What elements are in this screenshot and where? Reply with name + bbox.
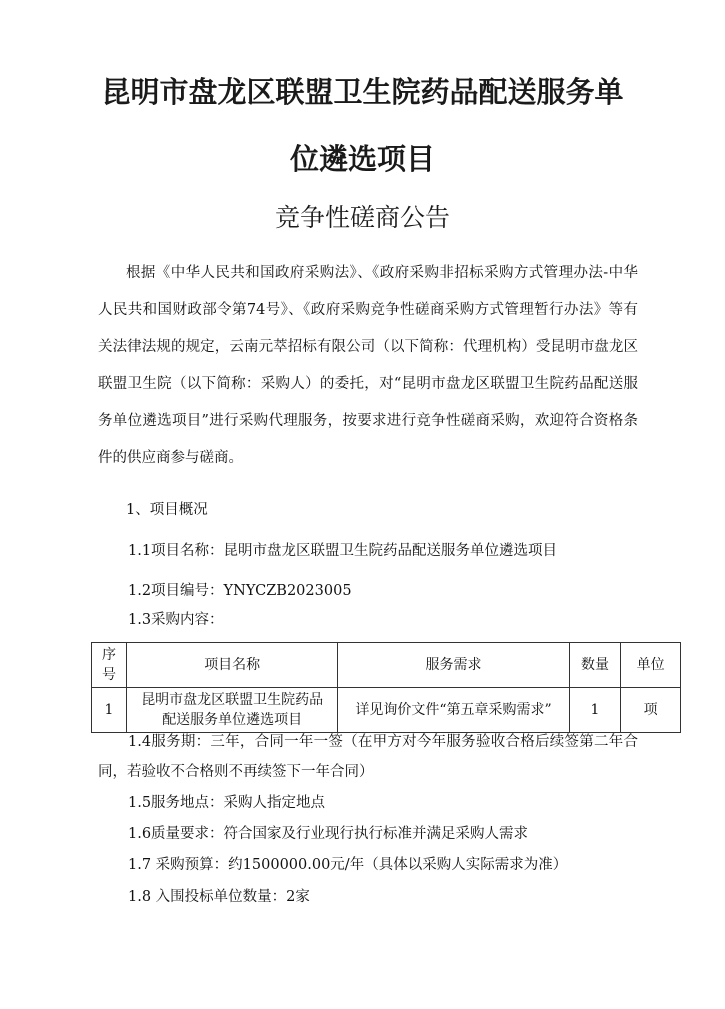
procurement-content-line: 1.3采购内容： (128, 612, 224, 628)
service-location-line: 1.5服务地点：采购人指定地点 (128, 795, 326, 811)
section-heading: 1、项目概况 (126, 502, 208, 518)
shortlisted-count-line: 1.8 入围投标单位数量：2家 (128, 889, 310, 905)
document-subtitle: 竞争性磋商公告 (274, 203, 450, 232)
table-header-row (92, 643, 681, 688)
budget-line: 1.7 采购预算：约1500000.00元/年（具体以采购人实际需求为准） (128, 857, 568, 873)
header-service-requirement: 服务需求 (338, 643, 569, 688)
procurement-table (91, 642, 681, 733)
project-name-line: 1.1项目名称：昆明市盘龙区联盟卫生院药品配送服务单位遴选项目 (128, 543, 558, 559)
cell-project-name: 昆明市盘龙区联盟卫生院药品配送服务单位遴选项目 (127, 688, 338, 733)
project-number-line: 1.2项目编号：YNYCZB2023005 (128, 583, 352, 599)
intro-paragraph: 根据《中华人民共和国政府采购法》、《政府采购非招标采购方式管理办法-中华人民共和国财政部令第74号》、《政府采购竞争性磋商采购方式管理暂行办法》等有关法律法规的规定，云南元萃招标有限公司（以下简称：代理机构）受昆明市盘龙区联盟卫生院（以下简称：采购人）的委托，对“昆明市盘龙区联盟卫生院药品配送服务单位遴选项目”进行采购代理服务，按要求进行竞争性磋商采购，欢迎符合资格条件的供应商参与磋商。 (98, 265, 638, 466)
header-index: 序号 (92, 643, 127, 688)
cell-unit: 项 (621, 688, 681, 733)
quality-requirement-line: 1.6质量要求：符合国家及行业现行执行标准并满足采购人需求 (128, 826, 529, 842)
cell-quantity: 1 (569, 688, 621, 733)
cell-service-requirement: 详见询价文件“第五章采购需求” (338, 688, 569, 733)
service-period-paragraph: 1.4服务期：三年，合同一年一签（在甲方对今年服务验收合格后续签第二年合同，若验收不合格则不再续签下一年合同） (98, 734, 638, 780)
header-quantity: 数量 (569, 643, 621, 688)
header-project-name: 项目名称 (127, 643, 338, 688)
table-row (92, 688, 681, 733)
cell-index: 1 (92, 688, 127, 733)
document-title-line-2: 位遴选项目 (289, 142, 435, 176)
document-title-line-1: 昆明市盘龙区联盟卫生院药品配送服务单 (101, 75, 624, 109)
header-unit: 单位 (621, 643, 681, 688)
